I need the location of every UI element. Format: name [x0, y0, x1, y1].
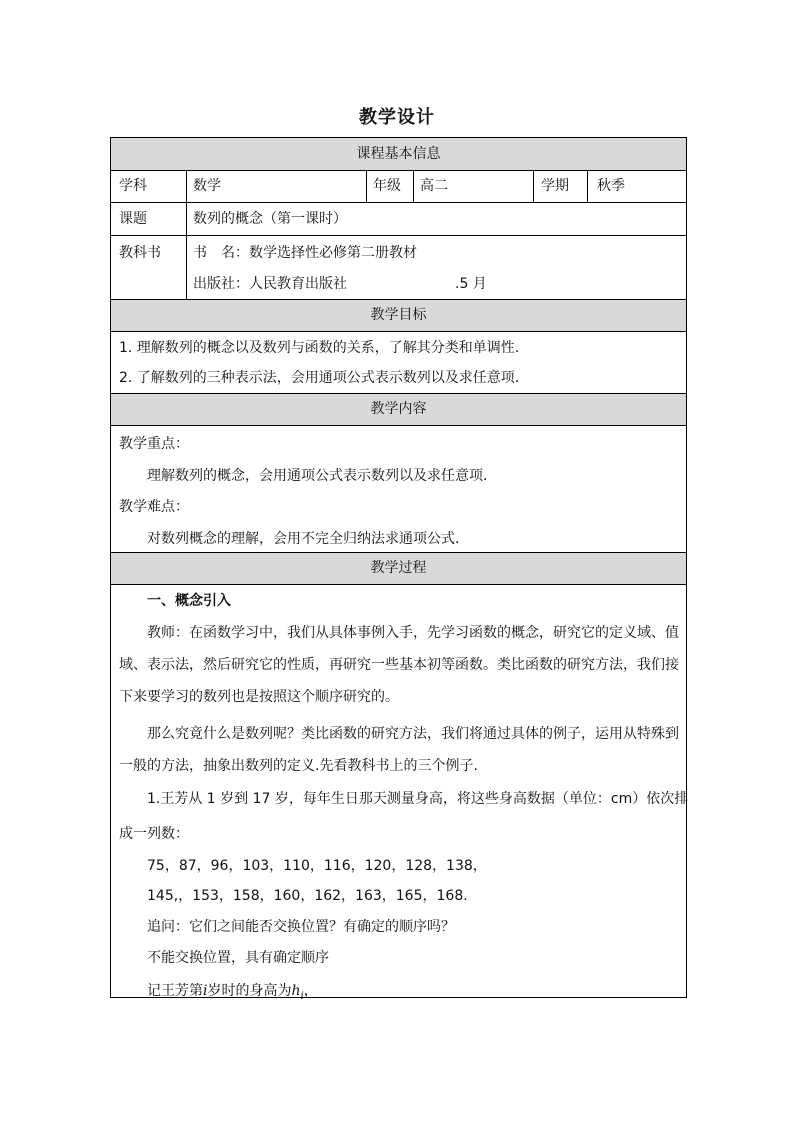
difficulty-label: 教学难点： — [119, 499, 189, 515]
difficulty-text: 对数列概念的理解，会用不完全归纳法求通项公式. — [147, 531, 460, 547]
row-divider — [111, 170, 686, 171]
row-divider — [111, 299, 686, 300]
row-divider — [111, 202, 686, 203]
answer-line: 不能交换位置，具有确定顺序 — [147, 950, 329, 966]
publisher: 出版社：人民教育出版社 — [193, 276, 347, 292]
subject-label: 学科 — [119, 178, 147, 194]
column-divider — [186, 170, 187, 299]
basic-info-header: 课程基本信息 — [356, 146, 441, 162]
notation-middle: 岁时的身高为 — [207, 983, 292, 999]
row-divider — [111, 331, 686, 332]
textbook-label: 教科书 — [119, 245, 161, 261]
notation-line — [147, 975, 318, 1013]
objective-item-1: 1. 理解数列的概念以及数列与函数的关系，了解其分类和单调性. — [119, 340, 520, 356]
term-value: 秋季 — [597, 178, 625, 194]
key-points-text: 理解数列的概念，会用通项公式表示数列以及求任意项. — [147, 468, 488, 484]
lesson-plan-table — [110, 137, 689, 1002]
process-header: 教学过程 — [370, 560, 427, 576]
variable-h: h — [291, 983, 301, 999]
sequence-line: 145,，153，158，160，162，163，165，168. — [147, 888, 468, 904]
key-points-label: 教学重点： — [119, 436, 189, 452]
column-divider — [366, 170, 367, 202]
notation-prefix: 记王芳第 — [147, 983, 203, 999]
objective-item-2: 2. 了解数列的三种表示法，会用通项公式表示数列以及求任意项. — [119, 370, 520, 386]
document-title: 教学设计 — [359, 107, 435, 128]
content-header: 教学内容 — [370, 401, 427, 417]
paragraph-line: 一般的方法，抽象出数列的定义.先看教科书上的三个例子. — [119, 758, 478, 774]
row-divider — [111, 393, 686, 394]
grade-label: 年级 — [373, 178, 401, 194]
question-line: 追问：它们之间能否交换位置？有确定的顺序吗？ — [147, 919, 455, 935]
column-divider — [413, 170, 414, 202]
section-title: 一、概念引入 — [147, 593, 231, 609]
paragraph-line: 那么究竟什么是数列呢？类比函数的研究方法，我们将通过具体的例子，运用从特殊到 — [147, 726, 679, 742]
row-divider — [111, 235, 686, 236]
paragraph-line: 域、表示法，然后研究它的性质，再研究一些基本初等函数。类比函数的研究方法，我们接 — [119, 657, 679, 673]
paragraph-line: 下来要学习的数列也是按照这个顺序研究的。 — [119, 689, 399, 705]
sequence-line: 75，87，96，103，110，116，120，128，138， — [147, 858, 487, 874]
variable-i: i — [203, 983, 208, 999]
topic-label: 课题 — [119, 211, 147, 227]
publish-date: .5 月 — [455, 276, 487, 292]
paragraph-line: 教师：在函数学习中，我们从具体事例入手，先学习函数的概念，研究它的定义域、值 — [147, 625, 679, 641]
subscript-i: i — [300, 990, 304, 1002]
column-divider — [533, 170, 534, 202]
row-divider — [111, 425, 686, 426]
topic-value: 数列的概念（第一课时） — [193, 211, 347, 227]
grade-value: 高二 — [420, 178, 448, 194]
textbook-name: 书 名：数学选择性必修第二册教材 — [193, 245, 417, 261]
term-label: 学期 — [541, 178, 569, 194]
subject-value: 数学 — [193, 178, 221, 194]
example-line: 1.王芳从 1 岁到 17 岁，每年生日那天测量身高，将这些身高数据（单位：cm）依次排 — [147, 791, 689, 807]
objectives-header: 教学目标 — [370, 307, 427, 323]
column-divider — [587, 170, 588, 202]
example-line: 成一列数： — [119, 826, 189, 842]
notation-suffix: ， — [303, 983, 318, 999]
